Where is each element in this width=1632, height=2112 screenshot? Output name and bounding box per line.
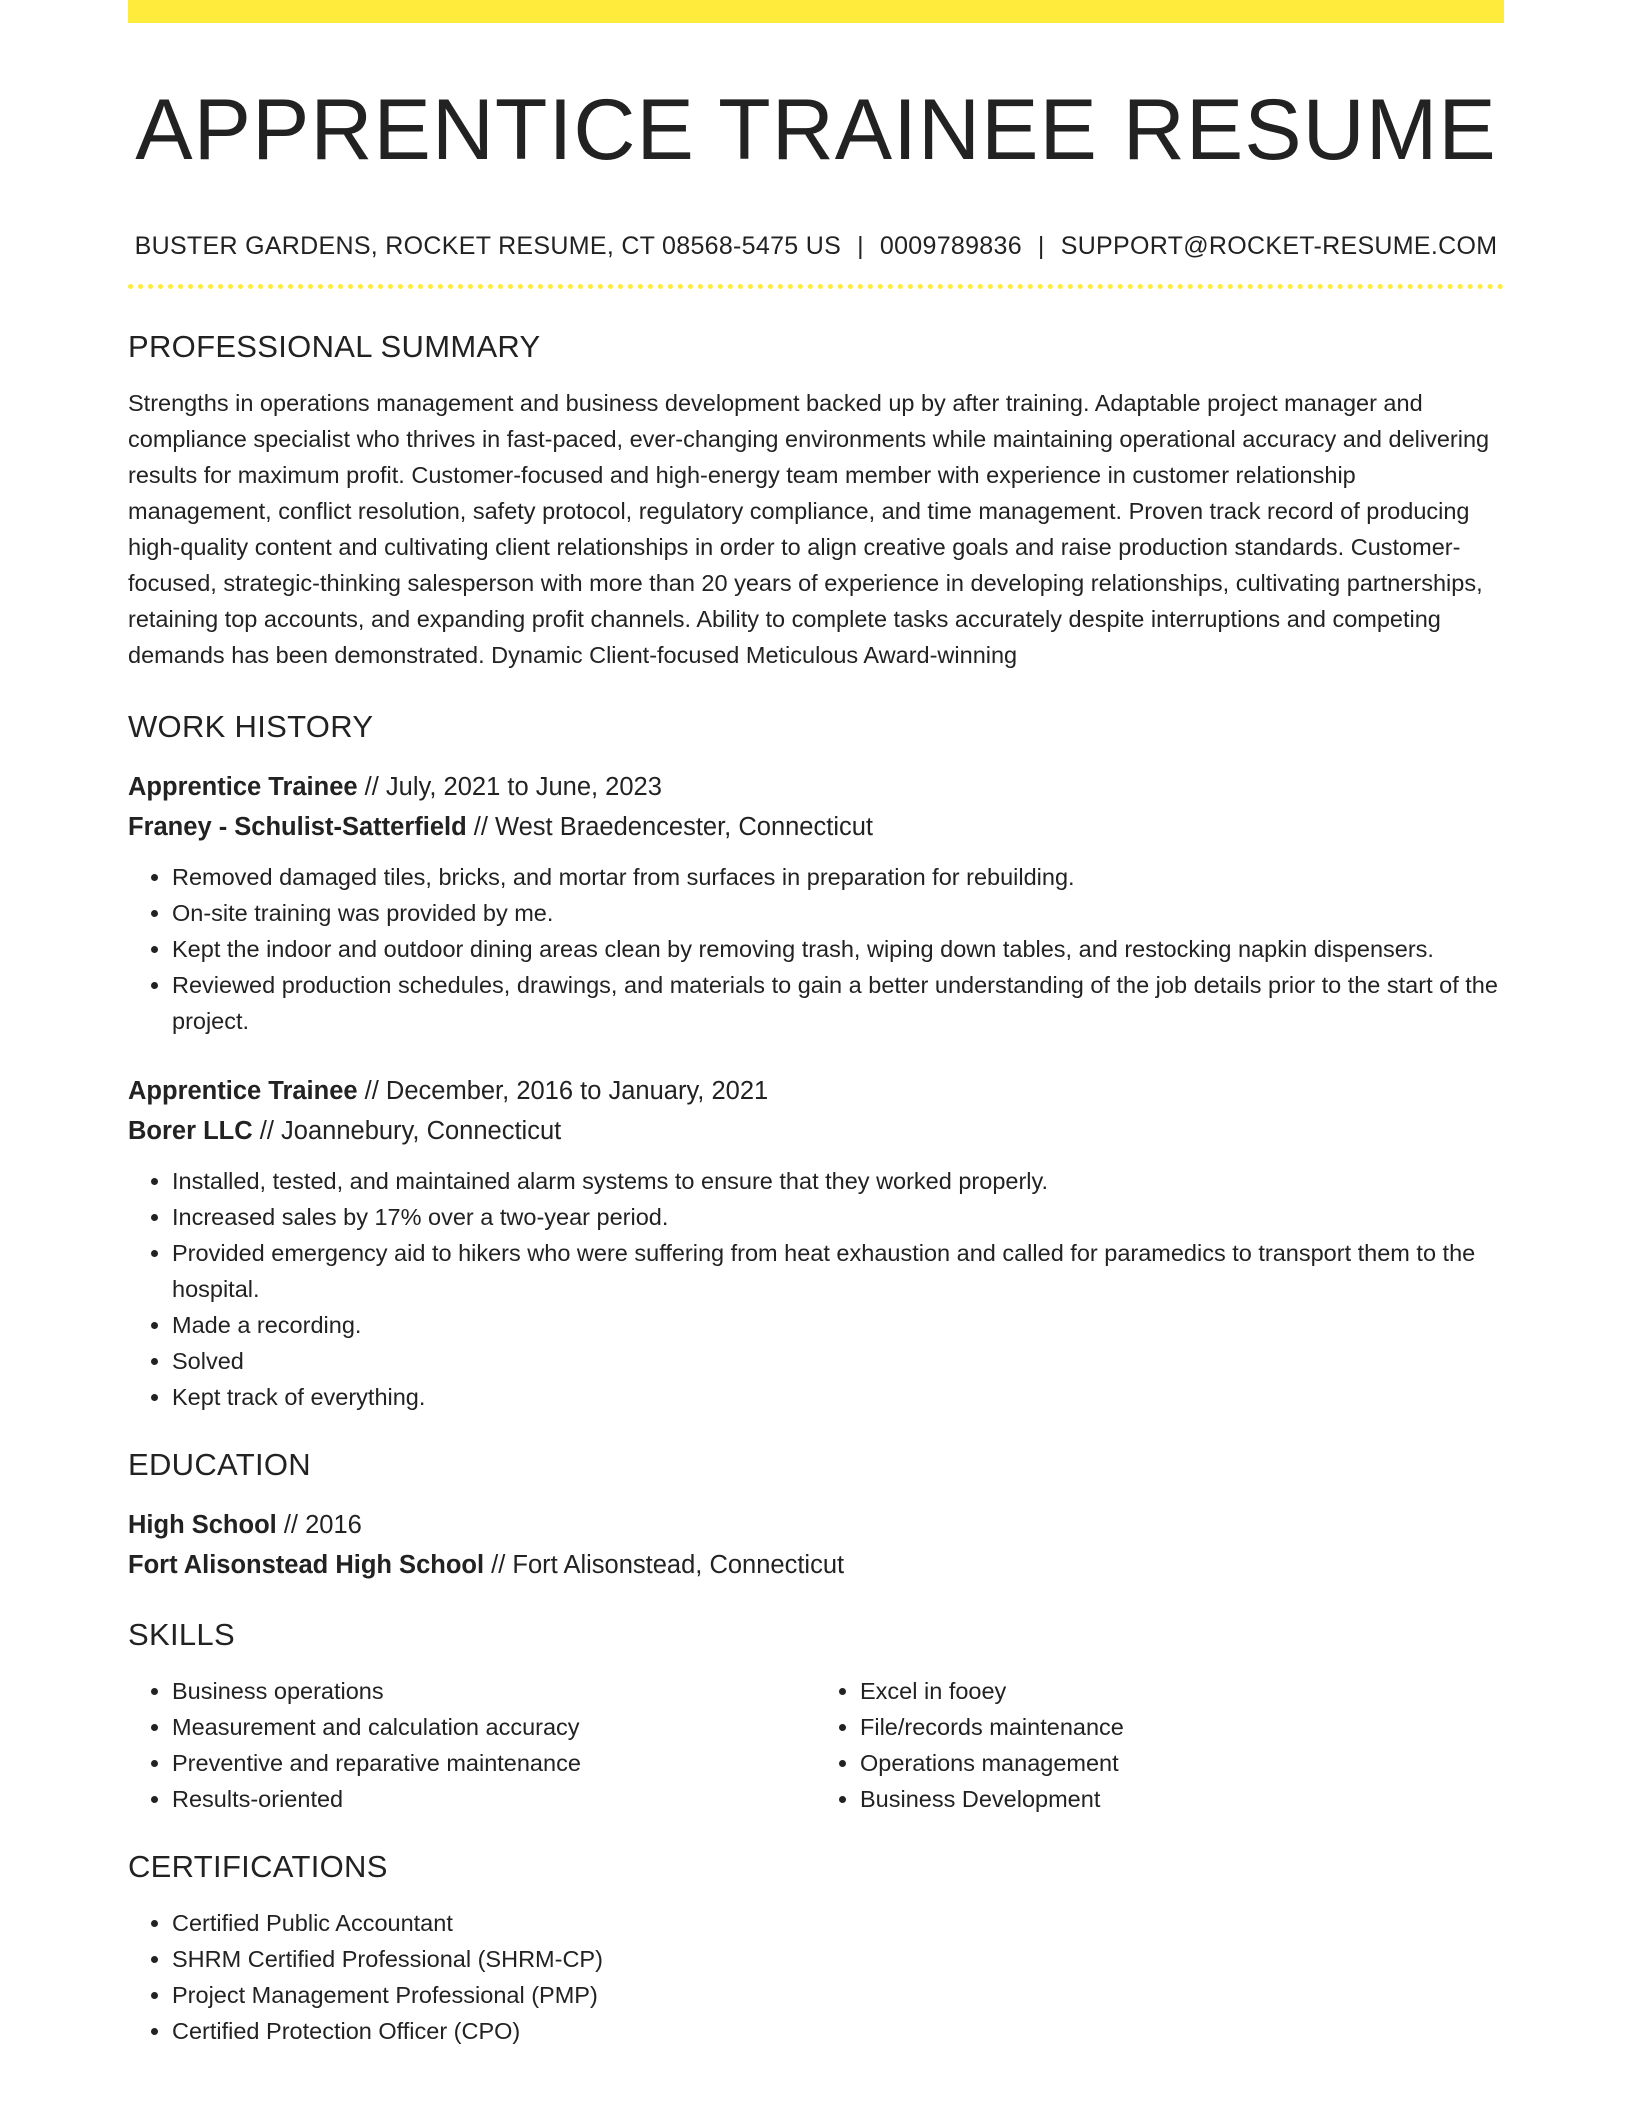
- job-title-line: [128, 767, 1504, 807]
- list-item: • Provided emergency aid to hikers who were suffering from heat exhaustion and called for paramedics to transport them to the hospital.: [172, 1235, 1504, 1307]
- education-location: // Fort Alisonstead, Connecticut: [491, 1551, 845, 1579]
- list-item: • Removed damaged tiles, bricks, and mortar from surfaces in preparation for rebuilding.: [172, 859, 1504, 895]
- list-item: • Solved: [172, 1343, 1504, 1379]
- list-item: • Project Management Professional (PMP): [172, 1977, 1504, 2013]
- contact-separator: |: [1037, 232, 1045, 260]
- list-item: • Certified Protection Officer (CPO): [172, 2013, 1504, 2049]
- list-item: • Reviewed production schedules, drawings, and materials to gain a better understanding of the job details prior to the start of the project.: [172, 967, 1504, 1039]
- list-item: • Kept track of everything.: [172, 1379, 1504, 1415]
- list-item: • Made a recording.: [172, 1307, 1504, 1343]
- education-school-line: [128, 1545, 1504, 1585]
- job-dates: // July, 2021 to June, 2023: [364, 773, 662, 801]
- skills-list-right: [816, 1673, 1504, 1817]
- list-item: • Measurement and calculation accuracy: [172, 1709, 816, 1745]
- contact-line: [128, 230, 1504, 262]
- job-dates: // December, 2016 to January, 2021: [364, 1077, 769, 1105]
- list-item: • Business operations: [172, 1673, 816, 1709]
- list-item: • Kept the indoor and outdoor dining areas clean by removing trash, wiping down tables, and restocking napkin dispensers.: [172, 931, 1504, 967]
- list-item: • Preventive and reparative maintenance: [172, 1745, 816, 1781]
- education-entry: [128, 1505, 1504, 1585]
- skills-grid: [128, 1673, 1504, 1817]
- contact-email: SUPPORT@ROCKET-RESUME.COM: [1060, 232, 1498, 260]
- job-title-line: [128, 1071, 1504, 1111]
- job-bullets: [128, 1163, 1504, 1415]
- job-entry: [128, 1071, 1504, 1415]
- list-item: • File/records maintenance: [860, 1709, 1504, 1745]
- list-item: • Business Development: [860, 1781, 1504, 1817]
- skills-heading: SKILLS: [128, 1617, 235, 1652]
- job-location: // West Braedencester, Connecticut: [473, 813, 873, 841]
- certifications-heading: CERTIFICATIONS: [128, 1849, 388, 1884]
- education-year: // 2016: [283, 1511, 362, 1539]
- list-item: • SHRM Certified Professional (SHRM-CP): [172, 1941, 1504, 1977]
- job-bullets: [128, 859, 1504, 1039]
- list-item: • On-site training was provided by me.: [172, 895, 1504, 931]
- skills-list-left: [128, 1673, 816, 1817]
- education-heading: EDUCATION: [128, 1447, 311, 1482]
- job-entry: [128, 767, 1504, 1039]
- resume-title: APPRENTICE TRAINEE RESUME: [135, 82, 1497, 178]
- contact-separator: |: [857, 232, 864, 260]
- job-title: Apprentice Trainee: [128, 773, 358, 801]
- dotted-divider: [128, 284, 1504, 289]
- list-item: • Excel in fooey: [860, 1673, 1504, 1709]
- list-item: • Certified Public Accountant: [172, 1905, 1504, 1941]
- job-company-line: [128, 1111, 1504, 1151]
- list-item: • Results-oriented: [172, 1781, 816, 1817]
- job-company: Borer LLC: [128, 1117, 253, 1145]
- work-history-heading: WORK HISTORY: [128, 709, 374, 744]
- certifications-list: [128, 1905, 1504, 2049]
- education-degree: High School: [128, 1511, 277, 1539]
- contact-address: BUSTER GARDENS, ROCKET RESUME, CT 08568-5475 US: [134, 232, 842, 260]
- job-company-line: [128, 807, 1504, 847]
- job-company: Franey - Schulist-Satterfield: [128, 813, 467, 841]
- list-item: • Installed, tested, and maintained alarm systems to ensure that they worked properly.: [172, 1163, 1504, 1199]
- resume-content: [128, 0, 1504, 2049]
- list-item: • Operations management: [860, 1745, 1504, 1781]
- list-item: • Increased sales by 17% over a two-year period.: [172, 1199, 1504, 1235]
- contact-phone: 0009789836: [879, 232, 1022, 260]
- summary-heading: PROFESSIONAL SUMMARY: [128, 329, 541, 364]
- education-degree-line: [128, 1505, 1504, 1545]
- job-location: // Joannebury, Connecticut: [259, 1117, 562, 1145]
- education-school: Fort Alisonstead High School: [128, 1551, 485, 1579]
- summary-text: Strengths in operations management and business development backed up by after training. Adaptable project manager and compliance specialist who thrives in fast-paced, ever-changing environments while maintaining operational accuracy and delivering results for maximum profit. Customer-focused and high-energy team member with experience in customer relationship management, conflict resolution, safety protocol, regulatory compliance, and time management. Proven track record of producing high-quality content and cultivating client relationships in order to align creative goals and raise production standards. Customer-focused, strategic-thinking salesperson with more than 20 years of experience in developing relationships, cultivating partnerships, retaining top accounts, and expanding profit channels. Ability to complete tasks accurately despite interruptions and competing demands has been demonstrated. Dynamic Client-focused Meticulous Award-winning: [128, 390, 1490, 668]
- job-title: Apprentice Trainee: [128, 1077, 358, 1105]
